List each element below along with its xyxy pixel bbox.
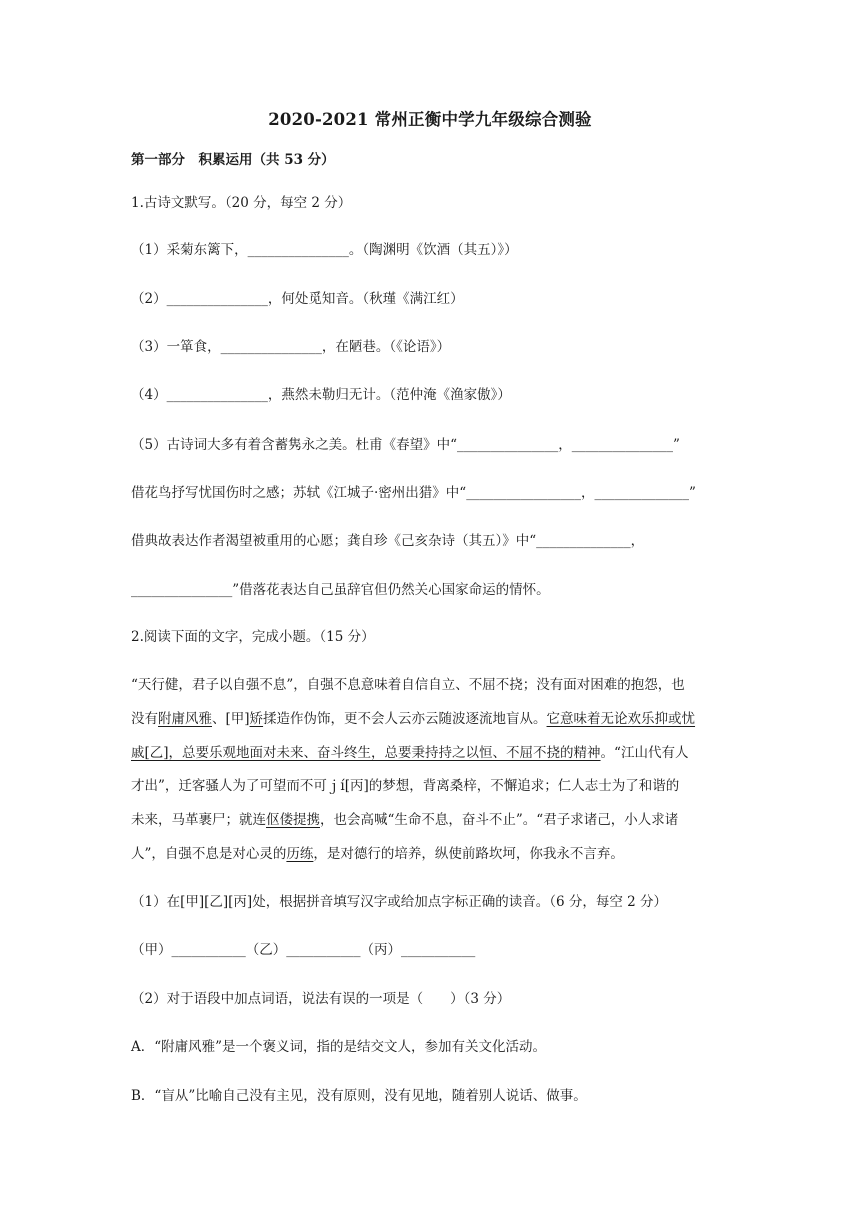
passage-text: 人”，自强不息是对心灵的 [131,846,287,862]
passage-line-6 [131,844,735,864]
question-1-item-4: （4）_______________，燕然未勒归无计。（范仲淹《渔家傲》） [131,387,511,403]
question-1-item-5-line-1: （5）古诗词大多有着含蓄隽永之美。杜甫《春望》中“_______________，_______________” [131,437,680,453]
passage-text: 。“江山代有人 [600,745,689,761]
question-1-item-5-line-2: 借花鸟抒写忧国伤时之感；苏轼《江城子·密州出猎》中“_________________，______________” [131,485,696,501]
passage-text: 才出”，迁客骚人为了可望而不可ｊí[丙]的梦想，背离桑梓，不懈追求；仁人志士为了和谐的 [131,778,680,794]
question-2-sub-1-blanks: （甲）___________（乙）___________（丙）___________ [131,942,476,958]
dotted-word-fuyong: 附庸风雅 [158,711,212,727]
question-1-stem: 1.古诗文默写。（20 分，每空 2 分） [131,195,352,211]
question-1-item-5-line-3: 借典故表达作者渴望被重用的心愿；龚自珍《己亥杂诗（其五）》中“______________， [131,533,645,549]
passage-text: 未来，马革裹尸；就连 [131,812,266,828]
question-1-item-3: （3）一箪食，_______________，在陋巷。（《论语》） [131,339,451,355]
passage-text: “天行健，君子以自强不息”，自强不息意味着自信自立、不屈不挠；没有面对困难的抱怨，也 [131,677,685,693]
passage-text: 、[甲] [212,711,250,727]
question-2-stem: 2.阅读下面的文字，完成小题。（15 分） [131,629,375,645]
dotted-word-lilian: 历练 [286,846,314,862]
dotted-word-yulv: 伛偻提携 [266,812,320,828]
underlined-sentence: 戚[乙]，总要乐观地面对未来、奋斗终生，总要秉持持之以恒、不屈不挠的精神 [131,745,601,761]
passage-line-1 [131,675,735,695]
passage-line-5 [131,810,735,830]
passage-text: 没有 [131,711,158,727]
question-1-item-5-line-4: _______________”借落花表达自己虽辞官但仍然关心国家命运的情怀。 [131,582,550,598]
question-1-item-1: （1）采菊东篱下，_______________。（陶渊明《饮酒（其五）》） [131,242,518,258]
page-title: 2020-2021 常州正衡中学九年级综合测验 [268,110,592,129]
underlined-sentence: 它意味着无论欢乐抑或忧 [546,711,696,727]
option-a: A．“附庸风雅”是一个褒义词，指的是结交文人，参加有关文化活动。 [131,1039,547,1055]
question-1-item-2: （2）_______________，何处觅知音。（秋瑾《满江红） [131,291,464,307]
question-2-sub-1: （1）在[甲][乙][丙]处，根据拼音填写汉字或给加点字标正确的读音。（6 分，每空 2 分） [131,894,667,910]
question-2-sub-2: （2）对于语段中加点词语，说法有误的一项是（ ）（3 分） [131,991,511,1007]
dotted-char-jiao: 矫 [249,711,264,727]
passage-text: ，也会高喊“生命不息，奋斗不止”。“君子求诸己，小人求诸 [320,812,679,828]
passage-line-4 [131,776,735,796]
section-heading: 第一部分 积累运用（共 53 分） [131,152,335,168]
option-b: B．“盲从”比喻自己没有主见，没有原则，没有见地，随着别人说话、做事。 [131,1088,587,1104]
passage-text: ，是对德行的培养，纵使前路坎坷，你我永不言弃。 [313,846,624,862]
passage-text: 揉造作伪饰，更不会人云亦云随波逐流地盲从。 [263,711,547,727]
passage-line-2 [131,709,735,729]
passage-line-3 [131,743,735,763]
